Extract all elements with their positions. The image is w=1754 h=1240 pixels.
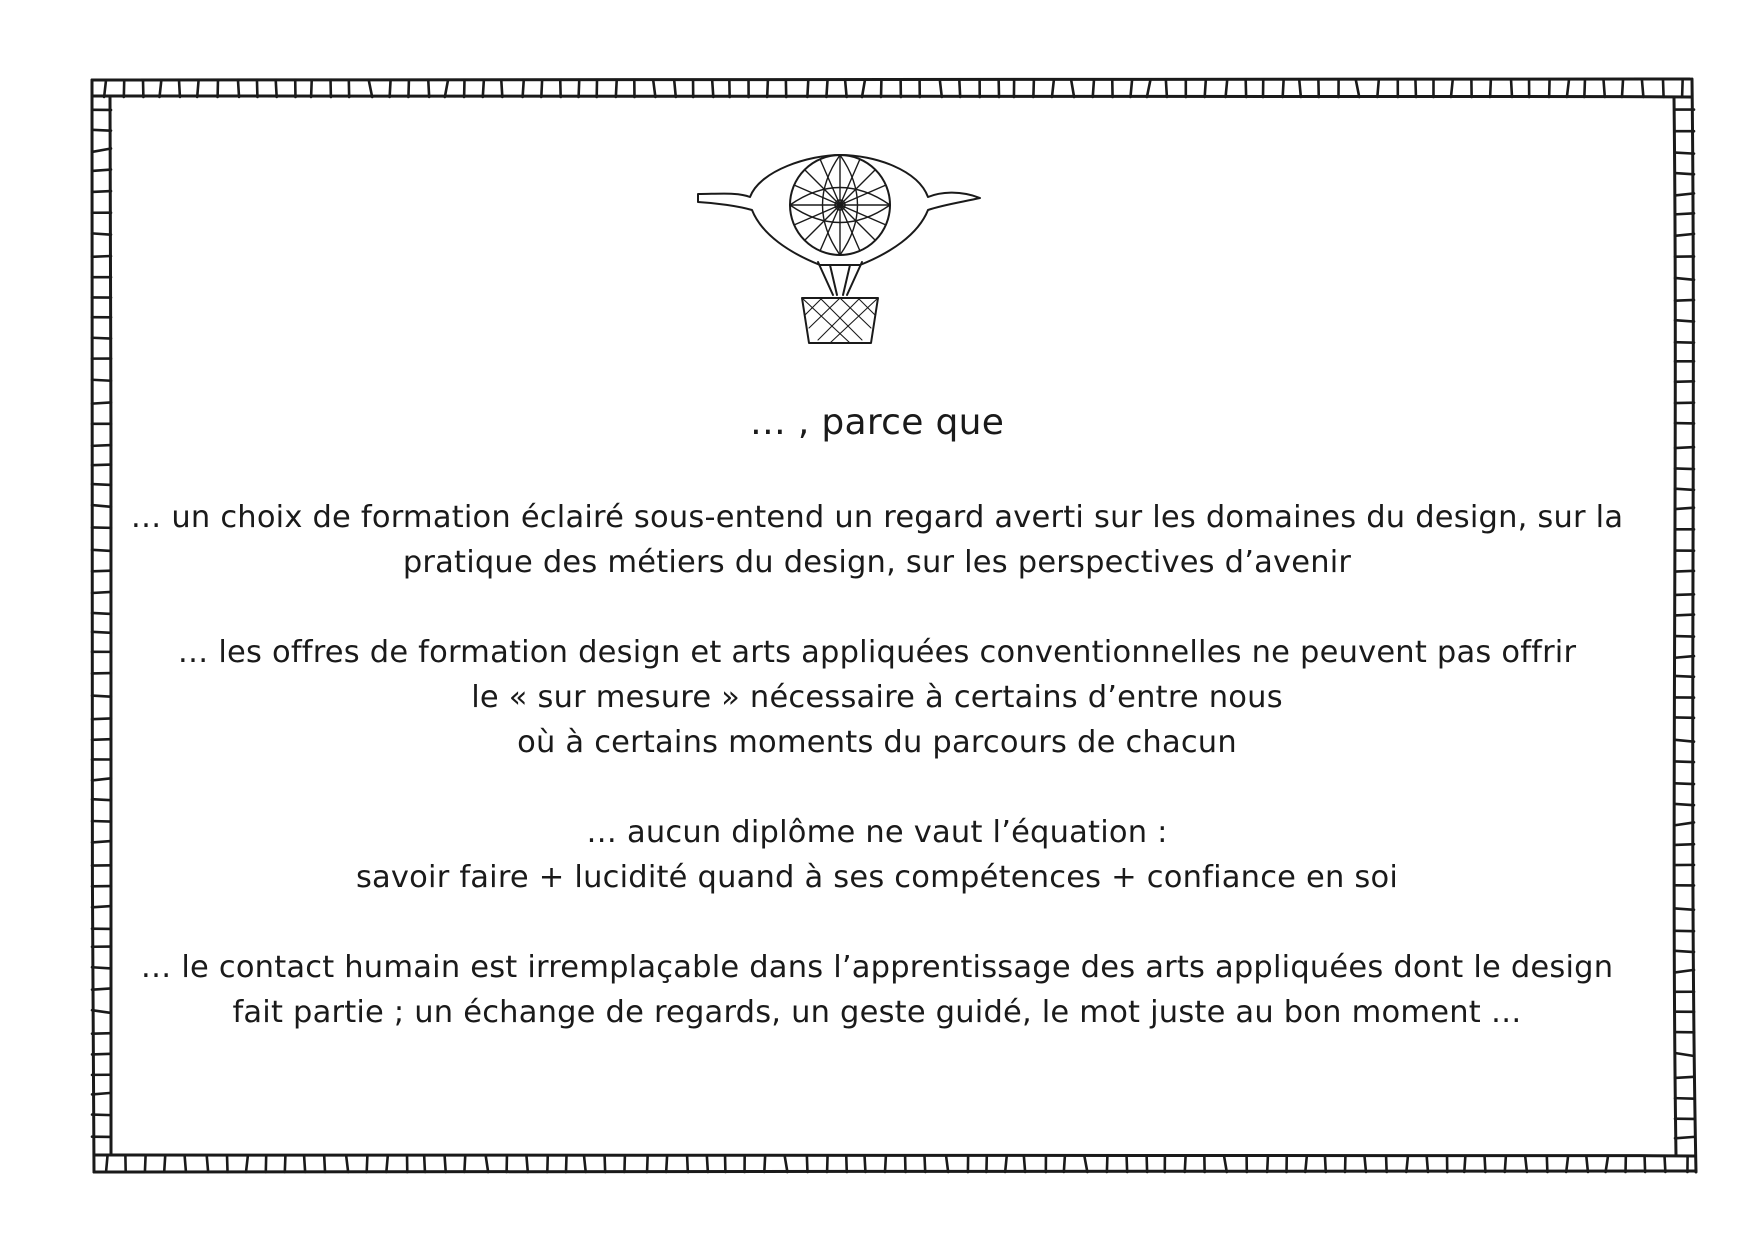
paragraph-contact-humain	[110, 945, 1644, 1035]
paragraph-line: pratique des métiers du design, sur les perspectives d’avenir	[402, 545, 1352, 580]
paragraph-diplome-equation	[110, 810, 1644, 900]
paragraph-offres-formation	[110, 630, 1644, 765]
paragraph-line: savoir faire + lucidité quand à ses compétences + confiance en soi	[355, 860, 1399, 895]
paragraph-line: … aucun diplôme ne vaut l’équation :	[586, 815, 1168, 850]
paragraph-line: fait partie ; un échange de regards, un geste guidé, le mot juste au bon moment …	[232, 995, 1522, 1030]
paragraph-line: … le contact humain est irremplaçable dans l’apprentissage des arts appliquées dont le design	[140, 950, 1614, 985]
paragraph-line: où à certains moments du parcours de chacun	[517, 725, 1237, 760]
hot-air-balloon-illustration	[690, 150, 990, 345]
paragraph-formation-eclairee	[110, 495, 1644, 585]
paragraph-line: … un choix de formation éclairé sous-entend un regard averti sur les domaines du design, sur la	[130, 500, 1624, 535]
paragraph-line: le « sur mesure » nécessaire à certains d’entre nous	[471, 680, 1283, 715]
heading: … , parce que	[749, 402, 1005, 443]
paragraph-line: … les offres de formation design et arts appliquées conventionnelles ne peuvent pas offrir	[177, 635, 1577, 670]
